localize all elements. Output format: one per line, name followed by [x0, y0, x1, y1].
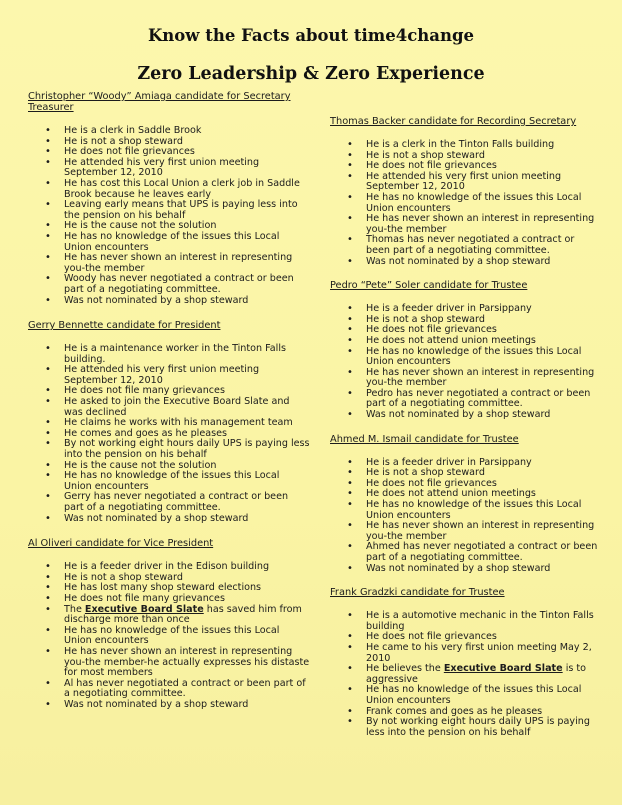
list-item: • He does not file grievances — [366, 632, 598, 643]
list-item: • He attended his very first union meeting September 12, 2010 — [366, 172, 598, 193]
list-item: • He is the cause not the solution — [64, 221, 310, 232]
list-item: • Was not nominated by a shop steward — [366, 257, 598, 268]
list-item: • He has no knowledge of the issues this Local Union encounters — [366, 347, 598, 368]
facts-list — [330, 304, 598, 421]
candidate-heading: Al Oliveri candidate for Vice President — [28, 538, 214, 550]
list-item: • Woody has never negotiated a contract or been part of a negotiating committee. — [64, 274, 310, 295]
list-item: • He came to his very first union meeting May 2, 2010 — [366, 643, 598, 664]
list-item: • He attended his very first union meeting September 12, 2010 — [64, 365, 310, 386]
list-item: • Was not nominated by a shop steward — [366, 564, 598, 575]
candidate-section-bennette — [28, 320, 310, 524]
list-item: • Pedro has never negotiated a contract or been part of a negotiating committee. — [366, 389, 598, 410]
list-item: • He does not file grievances — [366, 325, 598, 336]
list-item: • He has no knowledge of the issues this Local Union encounters — [366, 500, 598, 521]
list-item: • He is not a shop steward — [366, 315, 598, 326]
facts-list — [28, 344, 310, 524]
facts-list — [28, 126, 310, 306]
list-item: • He is a feeder driver in Parsippany — [366, 458, 598, 469]
list-item: • He is not a shop steward — [366, 468, 598, 479]
list-item: • He is not a shop steward — [64, 573, 310, 584]
executive-board-slate-emphasis: Executive Board Slate — [84, 603, 204, 615]
list-item: • Was not nominated by a shop steward — [366, 410, 598, 421]
list-item: • Was not nominated by a shop steward — [64, 296, 310, 307]
list-item: • He does not attend union meetings — [366, 336, 598, 347]
list-item: • He has never shown an interest in representing you-the member-he actually expresses his distaste for most members — [64, 647, 310, 679]
candidate-section-backer — [330, 116, 598, 267]
facts-list — [330, 140, 598, 267]
list-item: • He attended his very first union meeting September 12, 2010 — [64, 158, 310, 179]
facts-list — [330, 458, 598, 575]
text-prefix: He believes the — [366, 663, 444, 675]
list-item: • He is the cause not the solution — [64, 461, 310, 472]
right-column — [330, 116, 598, 738]
list-item: • He has no knowledge of the issues this Local Union encounters — [64, 471, 310, 492]
list-item: • He does not file many grievances — [64, 594, 310, 605]
list-item: • He does not file grievances — [64, 147, 310, 158]
candidate-heading: Christopher “Woody” Amiaga candidate for Secretary Treasurer — [28, 91, 291, 113]
text-prefix: The — [64, 603, 85, 615]
list-item: • He is not a shop steward — [64, 137, 310, 148]
candidate-heading: Pedro “Pete” Soler candidate for Trustee — [330, 280, 528, 292]
list-item: • Leaving early means that UPS is paying less into the pension on his behalf — [64, 200, 310, 221]
list-item — [366, 664, 598, 685]
list-item: • He is a feeder driver in the Edison building — [64, 562, 310, 573]
candidate-section-amiaga — [28, 91, 310, 306]
list-item: • He has never shown an interest in representing you-the member — [366, 368, 598, 389]
list-item: • Frank comes and goes as he pleases — [366, 707, 598, 718]
candidate-section-ismail — [330, 434, 598, 575]
candidate-heading: Frank Gradzki candidate for Trustee — [330, 587, 505, 599]
list-item: • He is a clerk in Saddle Brook — [64, 126, 310, 137]
text-suffix: is to aggressive — [366, 663, 587, 685]
list-item: • He comes and goes as he pleases — [64, 429, 310, 440]
left-column — [28, 91, 310, 711]
list-item: • He does not attend union meetings — [366, 489, 598, 500]
list-item: • He is a automotive mechanic in the Tinton Falls building — [366, 611, 598, 632]
document-title: Know the Facts about time4change — [147, 26, 475, 45]
list-item: • He is a feeder driver in Parsippany — [366, 304, 598, 315]
list-item: • He has lost many shop steward elections — [64, 583, 310, 594]
list-item: • Gerry has never negotiated a contract or been part of a negotiating committee. — [64, 492, 310, 513]
list-item: • Al has never negotiated a contract or been part of a negotiating committee. — [64, 679, 310, 700]
candidate-section-gradzki — [330, 587, 598, 738]
facts-list — [330, 611, 598, 738]
list-item: • He has never shown an interest in representing you-the member — [366, 521, 598, 542]
candidate-section-oliveri — [28, 538, 310, 710]
list-item: • Was not nominated by a shop steward — [64, 700, 310, 711]
list-item: • He does not file grievances — [366, 479, 598, 490]
list-item: • He asked to join the Executive Board Slate and was declined — [64, 397, 310, 418]
list-item: • He has no knowledge of the issues this Local Union encounters — [366, 685, 598, 706]
list-item — [64, 605, 310, 626]
candidate-heading: Ahmed M. Ismail candidate for Trustee — [330, 433, 519, 445]
list-item: • Thomas has never negotiated a contract or been part of a negotiating committee. — [366, 235, 598, 256]
list-item: • He has never shown an interest in representing you-the member — [64, 253, 310, 274]
list-item: • He is not a shop steward — [366, 151, 598, 162]
facts-list — [28, 562, 310, 710]
list-item: • He is a maintenance worker in the Tinton Falls building. — [64, 344, 310, 365]
list-item: • He does not file many grievances — [64, 386, 310, 397]
list-item: • He claims he works with his management team — [64, 418, 310, 429]
list-item: • He has no knowledge of the issues this Local Union encounters — [366, 193, 598, 214]
list-item: • He is a clerk in the Tinton Falls building — [366, 140, 598, 151]
candidate-heading: Gerry Bennette candidate for President — [28, 320, 221, 332]
list-item: • By not working eight hours daily UPS is paying less into the pension on his behalf — [64, 439, 310, 460]
executive-board-slate-emphasis: Executive Board Slate — [443, 663, 563, 675]
list-item: • He has no knowledge of the issues this Local Union encounters — [64, 626, 310, 647]
candidate-section-soler — [330, 280, 598, 421]
list-item: • He has cost this Local Union a clerk job in Saddle Brook because he leaves early — [64, 179, 310, 200]
list-item: • Was not nominated by a shop steward — [64, 514, 310, 525]
candidate-heading: Thomas Backer candidate for Recording Secretary — [330, 116, 577, 127]
list-item: • He has never shown an interest in representing you-the member — [366, 214, 598, 235]
list-item: • Ahmed has never negotiated a contract or been part of a negotiating committee. — [366, 542, 598, 563]
text-suffix: has saved him from discharge more than once — [64, 603, 302, 626]
list-item: • He does not file grievances — [366, 161, 598, 172]
document-subtitle: Zero Leadership & Zero Experience — [137, 64, 485, 84]
list-item: • He has no knowledge of the issues this Local Union encounters — [64, 232, 310, 253]
list-item: • By not working eight hours daily UPS is paying less into the pension on his behalf — [366, 717, 598, 738]
